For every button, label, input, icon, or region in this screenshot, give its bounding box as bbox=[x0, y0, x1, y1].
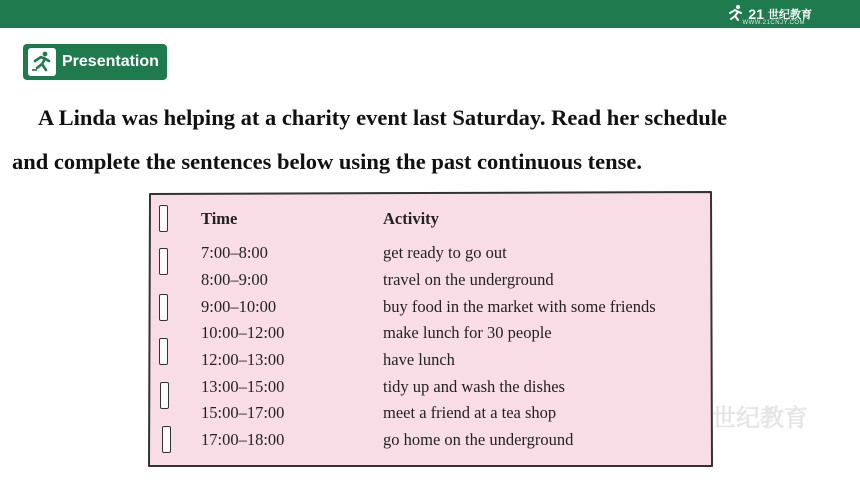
row-time: 15:00–17:00 bbox=[201, 403, 285, 422]
instruction-line-1: A Linda was helping at a charity event last Saturday. Read her schedule bbox=[38, 105, 728, 130]
brand-name: 世纪教育 bbox=[768, 9, 812, 21]
schedule-card bbox=[146, 190, 714, 468]
row-time: 10:00–12:00 bbox=[201, 323, 285, 342]
binder-ring bbox=[159, 248, 168, 275]
watermark: 世纪教育 bbox=[712, 405, 808, 432]
binder-ring bbox=[159, 205, 168, 232]
row-activity: have lunch bbox=[383, 350, 455, 369]
running-figure-icon bbox=[28, 48, 56, 76]
row-time: 9:00–10:00 bbox=[201, 297, 277, 316]
row-time: 13:00–15:00 bbox=[201, 377, 285, 396]
section-label: Presentation bbox=[62, 53, 159, 70]
row-time: 8:00–9:00 bbox=[201, 270, 268, 289]
binder-ring bbox=[159, 294, 168, 321]
row-time: 12:00–13:00 bbox=[201, 350, 285, 369]
section-badge bbox=[23, 44, 167, 80]
row-time: 7:00–8:00 bbox=[201, 243, 268, 262]
instruction-text bbox=[12, 96, 842, 184]
row-activity: travel on the underground bbox=[383, 270, 554, 289]
row-activity: meet a friend at a tea shop bbox=[383, 403, 557, 422]
row-activity: tidy up and wash the dishes bbox=[383, 377, 565, 396]
row-time: 17:00–18:00 bbox=[201, 430, 285, 449]
row-activity: buy food in the market with some friends bbox=[383, 297, 656, 316]
brand-number: 21 bbox=[748, 6, 764, 22]
header-activity: Activity bbox=[383, 209, 439, 228]
binder-ring bbox=[159, 338, 168, 365]
instruction-line-2: and complete the sentences below using the past continuous tense. bbox=[12, 149, 643, 174]
binder-ring bbox=[162, 426, 171, 453]
header-time: Time bbox=[201, 209, 238, 228]
binder-ring bbox=[160, 382, 169, 409]
row-activity: get ready to go out bbox=[383, 243, 507, 262]
brand-url: WWW.21CNJY.COM bbox=[742, 20, 805, 26]
row-activity: make lunch for 30 people bbox=[383, 323, 552, 342]
row-activity: go home on the underground bbox=[383, 430, 574, 449]
